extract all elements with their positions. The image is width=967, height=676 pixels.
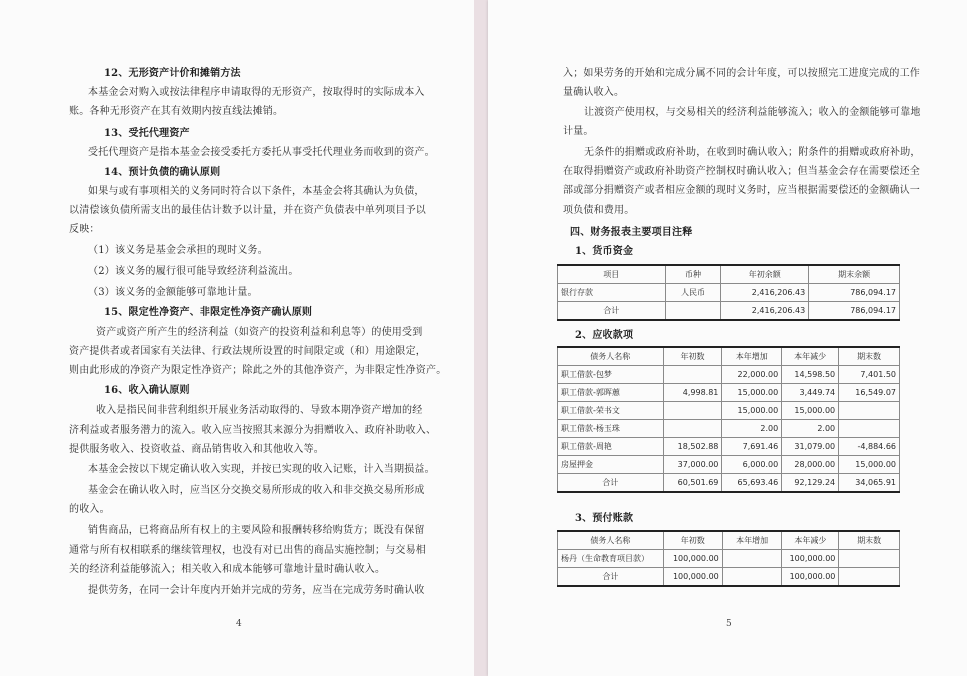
column-header: 年初数 bbox=[663, 347, 722, 366]
table-header-row bbox=[558, 347, 900, 366]
column-header: 期末数 bbox=[839, 347, 900, 366]
table-row bbox=[558, 474, 900, 493]
table-cell: 人民币 bbox=[665, 284, 721, 302]
text-line: 则由此形成的净资产为限定性净资产；除此之外的其他净资产，为非限定性净资产。 bbox=[69, 365, 447, 376]
text-line: 本基金会按以下规定确认收入实现，并按已实现的收入记账，计入当期损益。 bbox=[88, 464, 435, 475]
table-cell: 4,998.81 bbox=[663, 384, 722, 402]
table-cell bbox=[839, 568, 900, 587]
table-cell: 31,079.00 bbox=[782, 438, 839, 456]
text-line: （2）该义务的履行很可能导致经济利益流出。 bbox=[88, 266, 299, 277]
column-header: 币种 bbox=[665, 265, 721, 284]
table-cell bbox=[722, 550, 782, 568]
column-header: 项目 bbox=[558, 265, 666, 284]
table-cell bbox=[839, 402, 900, 420]
table-cell: 职工借款-周艳 bbox=[558, 438, 664, 456]
table-cell: 2,416,206.43 bbox=[721, 302, 809, 321]
column-header: 期末数 bbox=[839, 531, 900, 550]
table-row bbox=[558, 438, 900, 456]
section-heading: 15、限定性净资产、非限定性净资产确认原则 bbox=[104, 307, 313, 318]
text-line: 提供服务收入、投资收益、商品销售收入和其他收入等。 bbox=[69, 444, 324, 455]
text-line: （3）该义务的金额能够可靠地计量。 bbox=[88, 287, 258, 298]
table-cell: 60,501.69 bbox=[663, 474, 722, 493]
table-header-row bbox=[558, 265, 900, 284]
text-line: （1）该义务是基金会承担的现时义务。 bbox=[88, 245, 268, 256]
text-line: 账。各种无形资产在其有效期内按直线法摊销。 bbox=[69, 106, 284, 117]
table-row bbox=[558, 568, 900, 587]
text-line: 在取得捐赠资产或政府补助资产控制权时确认收入；但当基金会存在需要偿还全 bbox=[563, 166, 920, 177]
table-cell: 100,000.00 bbox=[663, 550, 722, 568]
table-cell bbox=[722, 568, 782, 587]
table-cell: 37,000.00 bbox=[663, 456, 722, 474]
table-cell: 2.00 bbox=[782, 420, 839, 438]
section-heading: 2、应收款项 bbox=[575, 330, 634, 341]
table-cell: 6,000.00 bbox=[722, 456, 782, 474]
table-cell: 14,598.50 bbox=[782, 366, 839, 384]
text-line: 济利益或者服务潜力的流入。收入应当按照其来源分为捐赠收入、政府补助收入、 bbox=[69, 425, 437, 436]
table-cell: 22,000.00 bbox=[722, 366, 782, 384]
table-cell: 15,000.00 bbox=[722, 384, 782, 402]
page-number: 4 bbox=[236, 619, 242, 629]
table-cell: 3,449.74 bbox=[782, 384, 839, 402]
table-cell: 7,691.46 bbox=[722, 438, 782, 456]
table-row bbox=[558, 402, 900, 420]
table-cell: 28,000.00 bbox=[782, 456, 839, 474]
column-header: 年初数 bbox=[663, 531, 722, 550]
column-header: 债务人名称 bbox=[558, 347, 664, 366]
column-header: 期末余额 bbox=[809, 265, 900, 284]
table-cell: 7,401.50 bbox=[839, 366, 900, 384]
text-line: 让渡资产使用权，与交易相关的经济利益能够流入；收入的金额能够可靠地 bbox=[584, 107, 921, 118]
table-cell: 房屋押金 bbox=[558, 456, 664, 474]
table-cell: 合计 bbox=[558, 302, 666, 321]
table-cell: 16,549.07 bbox=[839, 384, 900, 402]
column-header: 本年减少 bbox=[782, 347, 839, 366]
table-row bbox=[558, 456, 900, 474]
column-header: 本年减少 bbox=[782, 531, 839, 550]
section-heading: 1、货币资金 bbox=[575, 246, 634, 257]
section-heading: 14、预计负债的确认原则 bbox=[104, 167, 221, 178]
text-line: 计量。 bbox=[563, 126, 594, 137]
table-row bbox=[558, 384, 900, 402]
text-line: 提供劳务，在同一会计年度内开始并完成的劳务，应当在完成劳务时确认收 bbox=[88, 585, 425, 596]
column-header: 本年增加 bbox=[722, 531, 782, 550]
prepaid-table bbox=[557, 530, 900, 587]
table-cell: 职工借款-荣书文 bbox=[558, 402, 664, 420]
text-line: 关的经济利益能够流入；相关收入和成本能够可靠地计量时确认收入。 bbox=[69, 564, 386, 575]
table-cell: 92,129.24 bbox=[782, 474, 839, 493]
table-cell: 2,416,206.43 bbox=[721, 284, 809, 302]
table-cell: 100,000.00 bbox=[782, 568, 839, 587]
page-gutter bbox=[474, 0, 488, 676]
text-line: 入；如果劳务的开始和完成分属不同的会计年度，可以按照完工进度完成的工作 bbox=[563, 68, 920, 79]
column-header: 年初余额 bbox=[721, 265, 809, 284]
receivables-table bbox=[557, 346, 900, 493]
table-row bbox=[558, 420, 900, 438]
text-line: 收入是指民间非营利组织开展业务活动取得的、导致本期净资产增加的经 bbox=[96, 405, 423, 416]
table-cell: 职工借款-包梦 bbox=[558, 366, 664, 384]
table-cell: 职工借款-郭晖蕙 bbox=[558, 384, 664, 402]
text-line: 基金会在确认收入时，应当区分交换交易所形成的收入和非交换交易所形成 bbox=[88, 485, 425, 496]
table-cell: 65,693.46 bbox=[722, 474, 782, 493]
text-line: 反映： bbox=[69, 224, 100, 235]
table-row bbox=[558, 284, 900, 302]
table-cell: 100,000.00 bbox=[782, 550, 839, 568]
table-cell: 15,000.00 bbox=[722, 402, 782, 420]
table-cell: 100,000.00 bbox=[663, 568, 722, 587]
section-heading: 四、财务报表主要项目注释 bbox=[570, 227, 693, 238]
table-cell bbox=[663, 420, 722, 438]
table-cell: 2.00 bbox=[722, 420, 782, 438]
text-line: 项负债和费用。 bbox=[563, 205, 635, 216]
table-cell: 合计 bbox=[558, 474, 664, 493]
table-cell: 合计 bbox=[558, 568, 664, 587]
table-cell: 15,000.00 bbox=[782, 402, 839, 420]
table-cell bbox=[663, 366, 722, 384]
table-cell: 杨丹（生命教育项目款） bbox=[558, 550, 664, 568]
text-line: 本基金会对购入或按法律程序申请取得的无形资产，按取得时的实际成本入 bbox=[88, 87, 425, 98]
text-line: 量确认收入。 bbox=[563, 87, 625, 98]
text-line: 部或部分捐赠资产或者相应金额的现时义务时，应当根据需要偿还的金额确认一 bbox=[563, 185, 920, 196]
table-cell: 银行存款 bbox=[558, 284, 666, 302]
text-line: 资产提供者或者国家有关法律、行政法规所设置的时间限定或（和）用途限定， bbox=[69, 346, 426, 357]
text-line: 如果与或有事项相关的义务同时符合以下条件，本基金会将其确认为负债， bbox=[88, 186, 425, 197]
cash-table bbox=[557, 264, 900, 321]
text-line: 的收入。 bbox=[69, 504, 110, 515]
table-row bbox=[558, 302, 900, 321]
column-header: 债务人名称 bbox=[558, 531, 664, 550]
table-cell bbox=[663, 402, 722, 420]
text-line: 通常与所有权相联系的继续管理权，也没有对已出售的商品实施控制；与交易相 bbox=[69, 545, 426, 556]
text-line: 销售商品，已将商品所有权上的主要风险和报酬转移给购货方；既没有保留 bbox=[88, 525, 425, 536]
page-left bbox=[0, 0, 474, 676]
table-cell: 职工借款-杨玉珠 bbox=[558, 420, 664, 438]
page-right bbox=[488, 0, 967, 676]
table-cell: 34,065.91 bbox=[839, 474, 900, 493]
section-heading: 16、收入确认原则 bbox=[104, 385, 190, 396]
section-heading: 3、预付账款 bbox=[575, 513, 634, 524]
column-header: 本年增加 bbox=[722, 347, 782, 366]
table-cell: 18,502.88 bbox=[663, 438, 722, 456]
table-header-row bbox=[558, 531, 900, 550]
section-heading: 13、受托代理资产 bbox=[104, 128, 190, 139]
table-cell bbox=[665, 302, 721, 321]
page-number: 5 bbox=[726, 619, 732, 629]
table-cell: 786,094.17 bbox=[809, 302, 900, 321]
table-row bbox=[558, 366, 900, 384]
text-line: 无条件的捐赠或政府补助，在收到时确认收入；附条件的捐赠或政府补助， bbox=[584, 147, 921, 158]
table-cell: 15,000.00 bbox=[839, 456, 900, 474]
text-line: 受托代理资产是指本基金会接受委托方委托从事受托代理业务而收到的资产。 bbox=[88, 147, 435, 158]
text-line: 资产或资产所产生的经济利益（如资产的投资利益和利息等）的使用受到 bbox=[96, 327, 423, 338]
table-cell bbox=[839, 420, 900, 438]
table-cell: -4,884.66 bbox=[839, 438, 900, 456]
table-cell bbox=[839, 550, 900, 568]
section-heading: 12、无形资产计价和摊销方法 bbox=[104, 68, 241, 79]
table-row bbox=[558, 550, 900, 568]
text-line: 以清偿该负债所需支出的最佳估计数予以计量，并在资产负债表中单列项目予以 bbox=[69, 205, 426, 216]
table-cell: 786,094.17 bbox=[809, 284, 900, 302]
